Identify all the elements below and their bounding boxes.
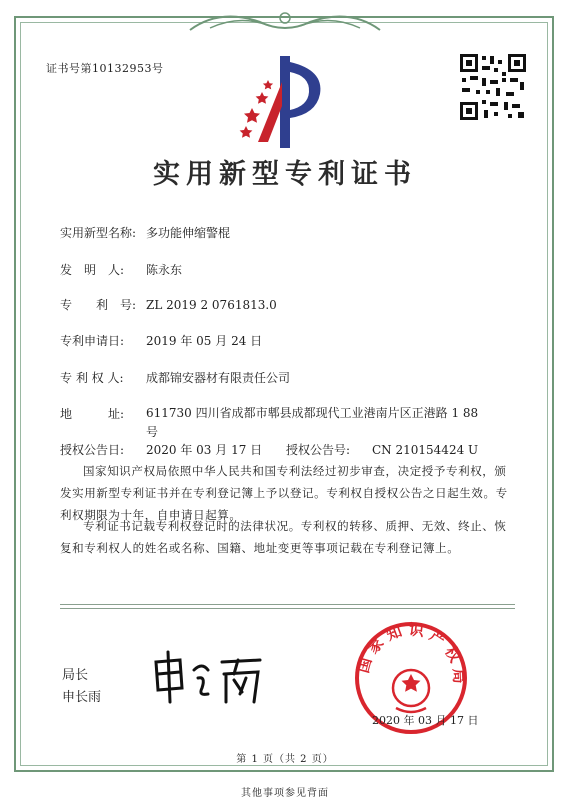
- field-name: [60, 224, 230, 241]
- field-grant-no-label: 授权公告号:: [286, 443, 351, 457]
- field-patent-no: [60, 296, 277, 313]
- signature-name: 申长雨: [62, 690, 102, 705]
- qr-code-icon: [458, 52, 528, 122]
- page-number: 第 1 页（共 2 页）: [236, 754, 334, 765]
- seal-date: 2020 年 03 月 17 日: [372, 714, 479, 727]
- certificate-title: 实用新型专利证书: [153, 159, 417, 190]
- field-inventor-value: 陈永东: [146, 263, 183, 277]
- field-grant-no: [286, 441, 478, 458]
- field-name-value: 多功能伸缩警棍: [146, 226, 231, 240]
- certificate-number: 证书号第10132953号: [46, 62, 164, 75]
- field-grant-date-value: 2020 年 03 月 17 日: [146, 443, 263, 457]
- patent-office-logo-icon: [238, 52, 324, 152]
- signature-title: 局长: [62, 668, 89, 683]
- field-inventor-label: 发 明 人:: [60, 263, 125, 277]
- divider-line: [60, 604, 515, 605]
- field-filing-date-value: 2019 年 05 月 24 日: [146, 334, 263, 348]
- field-patentee: [60, 369, 290, 386]
- divider-line: [60, 608, 515, 609]
- field-filing-date: [60, 332, 262, 349]
- handwritten-signature-icon: [150, 648, 270, 706]
- top-ornament-icon: [180, 6, 390, 36]
- field-patent-no-label: 专 利 号:: [60, 298, 137, 312]
- field-filing-date-label: 专利申请日:: [60, 334, 125, 348]
- field-grant-date: [60, 441, 262, 458]
- field-address: [60, 405, 146, 422]
- field-inventor: [60, 261, 182, 278]
- field-address-value: 611730 四川省成都市郫县成都现代工业港南片区正港路 1 88 号: [146, 406, 479, 439]
- field-patent-no-value: ZL 2019 2 0761813.0: [146, 298, 277, 312]
- field-grant-no-value: CN 210154424 U: [372, 443, 479, 457]
- field-name-label: 实用新型名称:: [60, 226, 137, 240]
- paragraph-grant: 国家知识产权局依照中华人民共和国专利法经过初步审查，决定授予专利权，颁发实用新型专利证书并在专利登记簿上予以登记。专利权自授权公告之日起生效。专利权期限为十年，自申请日起算。: [60, 464, 508, 522]
- field-address-label: 地 址:: [60, 407, 125, 421]
- field-patentee-label: 专 利 权 人:: [60, 371, 124, 385]
- field-patentee-value: 成都锦安器材有限责任公司: [146, 371, 291, 385]
- footnote: 其他事项参见背面: [241, 788, 329, 799]
- svg-text:国 家 知 识 产 权 局: 国 家 知 识 产 权 局: [354, 620, 469, 684]
- paragraph-legal-status: 专利证书记载专利权登记时的法律状况。专利权的转移、质押、无效、终止、恢复和专利权人的姓名或名称、国籍、地址变更等事项记载在专利登记簿上。: [60, 519, 507, 555]
- field-grant-date-label: 授权公告日:: [60, 443, 125, 457]
